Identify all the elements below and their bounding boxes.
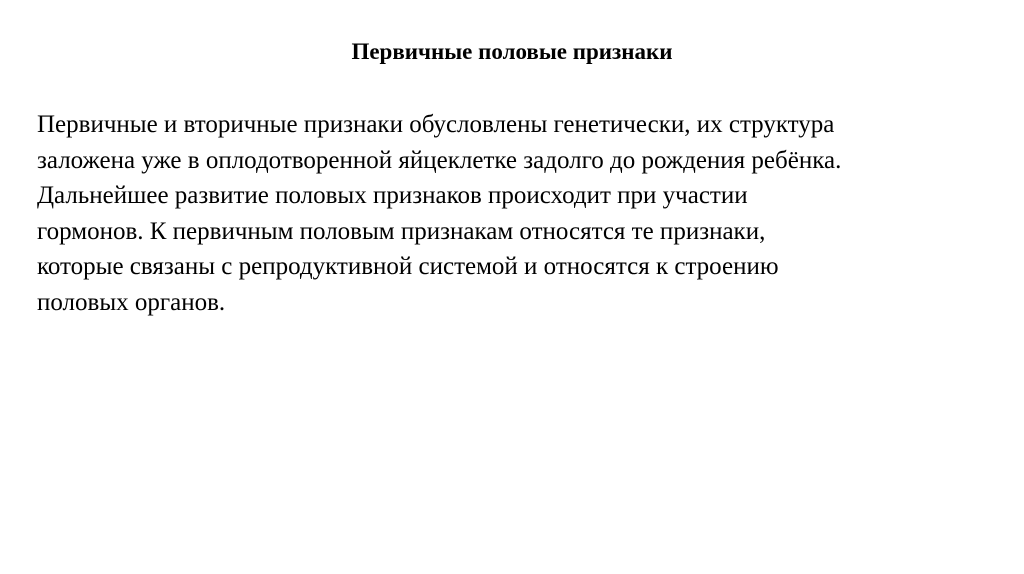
body-line: которые связаны с репродуктивной системой и относятся к строению [37, 253, 779, 280]
body-line: гормонов. К первичным половым признакам относятся те признаки, [37, 217, 766, 245]
body-line: Первичные и вторичные признаки обусловлены генетически, их структура [37, 111, 835, 138]
body-line: заложена уже в оплодотворенной яйцеклетке задолго до рождения ребёнка. [37, 146, 842, 174]
slide-body-text [37, 107, 1007, 320]
body-line: половых органов. [37, 288, 226, 316]
body-line: Дальнейшее развитие половых признаков происходит при участии [37, 182, 748, 209]
slide-title: Первичные половые признаки [351, 39, 673, 64]
